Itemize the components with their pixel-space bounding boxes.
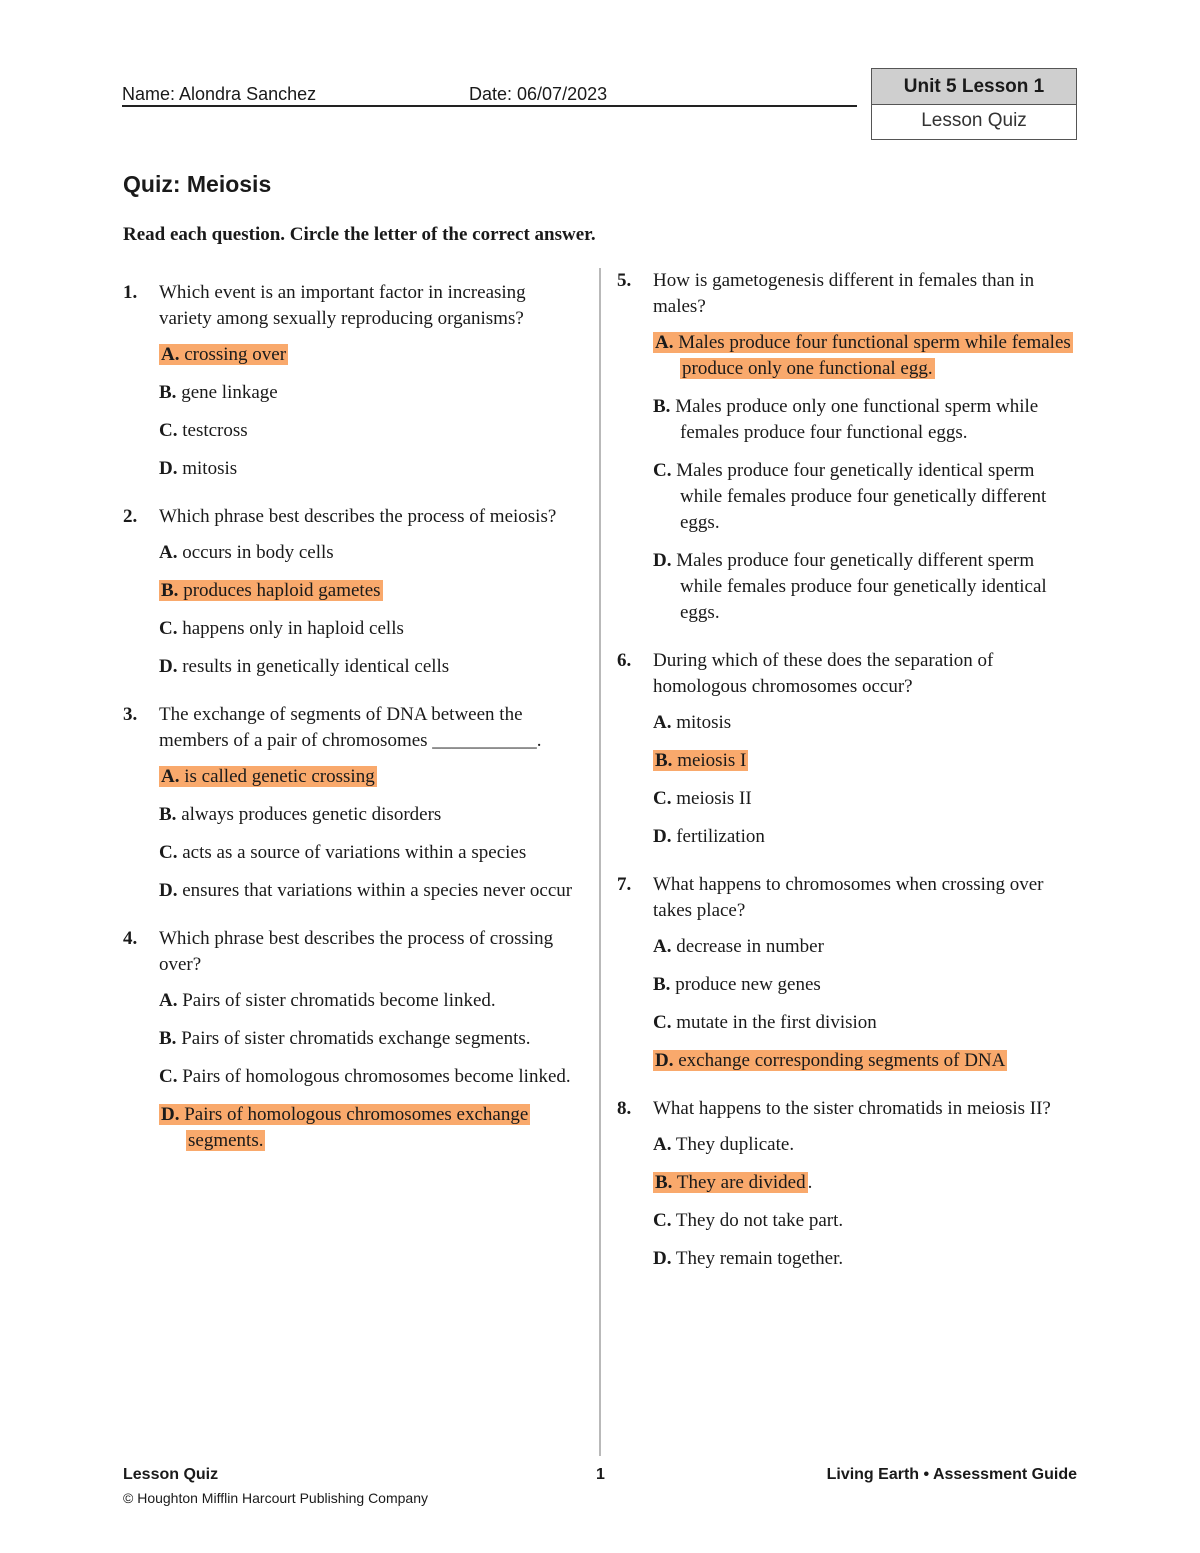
- answer-option-b[interactable]: [653, 748, 1079, 774]
- question-8: [617, 1096, 1079, 1272]
- option-letter: C.: [159, 1066, 178, 1087]
- question-3: [123, 702, 583, 904]
- option-letter: A.: [159, 542, 178, 563]
- question-number: 6.: [617, 650, 632, 671]
- option-text: Pairs of homologous chromosomes become linked.: [182, 1066, 571, 1087]
- answer-option-d[interactable]: [653, 548, 1079, 626]
- option-text: meiosis II: [676, 788, 752, 809]
- option-letter: A.: [655, 332, 674, 353]
- answer-highlight: [653, 750, 748, 771]
- option-letter: C.: [653, 1210, 672, 1231]
- option-text: mitosis: [676, 712, 732, 733]
- answer-option-d[interactable]: [159, 878, 583, 904]
- question-6: [617, 648, 1079, 850]
- answer-option-c[interactable]: [653, 1010, 1079, 1036]
- option-text: produces haploid gametes: [183, 580, 381, 601]
- option-text: mutate in the first division: [676, 1012, 877, 1033]
- option-text: results in genetically identical cells: [182, 656, 450, 677]
- question-text: Which event is an important factor in increasing variety among sexually reproducing organisms?: [159, 282, 526, 329]
- option-letter: D.: [655, 1050, 674, 1071]
- question-7: [617, 872, 1079, 1074]
- question-number: 2.: [123, 506, 138, 527]
- answer-highlight: [653, 1172, 808, 1193]
- option-letter: D.: [161, 1104, 180, 1125]
- answer-option-a[interactable]: [159, 988, 583, 1014]
- option-text: Males produce four genetically different sperm while females produce four genetically identical eggs.: [676, 550, 1047, 623]
- question-text: What happens to the sister chromatids in meiosis II?: [653, 1098, 1051, 1119]
- option-text: testcross: [182, 420, 248, 441]
- question-number: 5.: [617, 270, 632, 291]
- answer-option-c[interactable]: [159, 616, 583, 642]
- answer-option-c[interactable]: [653, 458, 1079, 536]
- question-number: 7.: [617, 874, 632, 895]
- copyright: © Houghton Mifflin Harcourt Publishing Company: [123, 1490, 428, 1506]
- answer-highlight: [159, 580, 383, 601]
- question-number: 1.: [123, 282, 138, 303]
- questions-column-right: [617, 268, 1079, 1294]
- option-text: mitosis: [182, 458, 238, 479]
- unit-lesson-box: [871, 68, 1077, 140]
- option-text: They do not take part.: [675, 1210, 844, 1231]
- option-text: fertilization: [676, 826, 765, 847]
- option-text: decrease in number: [676, 936, 824, 957]
- option-text: is called genetic crossing: [184, 766, 375, 787]
- answer-highlight: [159, 766, 377, 787]
- option-text: Pairs of sister chromatids become linked.: [182, 990, 496, 1011]
- option-text: They duplicate.: [675, 1134, 795, 1155]
- option-text: acts as a source of variations within a species: [182, 842, 527, 863]
- column-divider: [599, 268, 601, 1456]
- option-text: happens only in haploid cells: [182, 618, 404, 639]
- option-text: Males produce only one functional sperm while females produce four functional eggs.: [675, 396, 1039, 443]
- answer-option-b[interactable]: [159, 578, 583, 604]
- answer-option-a[interactable]: [653, 710, 1079, 736]
- instructions: Read each question. Circle the letter of the correct answer.: [123, 224, 596, 245]
- answer-option-c[interactable]: [159, 840, 583, 866]
- page-number: 1: [596, 1466, 605, 1483]
- option-text: Pairs of homologous chromosomes exchange segments.: [184, 1104, 529, 1151]
- answer-option-b[interactable]: [159, 380, 583, 406]
- answer-option-b[interactable]: [653, 394, 1079, 446]
- option-text: exchange corresponding segments of DNA: [678, 1050, 1006, 1071]
- quiz-date: Date: 06/07/2023: [469, 84, 608, 104]
- student-name: Name: Alondra Sanchez: [122, 84, 317, 104]
- option-letter: A.: [159, 990, 178, 1011]
- option-letter: B.: [655, 1172, 673, 1193]
- option-suffix: .: [807, 1172, 813, 1193]
- answer-option-d[interactable]: [159, 1102, 583, 1154]
- option-letter: B.: [159, 382, 177, 403]
- answer-option-b[interactable]: [653, 1170, 1079, 1196]
- option-letter: B.: [653, 396, 671, 417]
- option-text: occurs in body cells: [182, 542, 334, 563]
- questions-column-left: [123, 280, 583, 1176]
- answer-option-a[interactable]: [653, 934, 1079, 960]
- option-text: crossing over: [184, 344, 287, 365]
- option-letter: D.: [653, 1248, 672, 1269]
- answer-highlight: [159, 344, 288, 365]
- question-text: The exchange of segments of DNA between the members of a pair of chromosomes ___________.: [159, 704, 542, 751]
- footer-lesson-label: Lesson Quiz: [123, 1466, 219, 1483]
- answer-highlight: [653, 1050, 1007, 1071]
- option-letter: C.: [653, 788, 672, 809]
- option-letter: C.: [159, 420, 178, 441]
- answer-option-b[interactable]: [653, 972, 1079, 998]
- header-line: [122, 83, 857, 107]
- option-letter: C.: [653, 1012, 672, 1033]
- option-text: Pairs of sister chromatids exchange segments.: [181, 1028, 531, 1049]
- question-text: Which phrase best describes the process of crossing over?: [159, 928, 554, 975]
- answer-option-a[interactable]: [653, 1132, 1079, 1158]
- option-letter: B.: [159, 1028, 177, 1049]
- question-1: [123, 280, 583, 482]
- option-letter: D.: [159, 880, 178, 901]
- question-text: How is gametogenesis different in females than in males?: [653, 270, 1035, 317]
- option-text: meiosis I: [677, 750, 747, 771]
- answer-option-c[interactable]: [653, 786, 1079, 812]
- answer-highlight: [159, 1104, 530, 1151]
- question-5: [617, 268, 1079, 626]
- question-text: Which phrase best describes the process of meiosis?: [159, 506, 557, 527]
- question-text: During which of these does the separation of homologous chromosomes occur?: [653, 650, 994, 697]
- option-letter: A.: [653, 712, 672, 733]
- option-text: gene linkage: [181, 382, 278, 403]
- answer-option-c[interactable]: [653, 1208, 1079, 1234]
- answer-option-d[interactable]: [653, 1246, 1079, 1272]
- answer-option-a[interactable]: [159, 540, 583, 566]
- answer-option-d[interactable]: [159, 456, 583, 482]
- option-letter: A.: [161, 344, 180, 365]
- option-text: always produces genetic disorders: [181, 804, 442, 825]
- option-letter: D.: [159, 656, 178, 677]
- answer-option-d[interactable]: [653, 1048, 1079, 1074]
- question-text: What happens to chromosomes when crossing over takes place?: [653, 874, 1044, 921]
- unit-label: Unit 5 Lesson 1: [872, 69, 1076, 105]
- answer-option-a[interactable]: [159, 342, 583, 368]
- option-text: Males produce four genetically identical sperm while females produce four genetically different eggs.: [676, 460, 1047, 533]
- option-text: Males produce four functional sperm while females produce only one functional egg.: [678, 332, 1071, 379]
- option-text: They are divided: [676, 1172, 806, 1193]
- question-number: 4.: [123, 928, 138, 949]
- option-letter: A.: [653, 1134, 672, 1155]
- option-letter: B.: [161, 580, 179, 601]
- question-2: [123, 504, 583, 680]
- option-letter: D.: [159, 458, 178, 479]
- option-letter: C.: [159, 842, 178, 863]
- question-number: 8.: [617, 1098, 632, 1119]
- option-letter: A.: [161, 766, 180, 787]
- option-letter: D.: [653, 826, 672, 847]
- question-4: [123, 926, 583, 1154]
- option-letter: D.: [653, 550, 672, 571]
- page-title: Quiz: Meiosis: [123, 171, 272, 197]
- answer-option-d[interactable]: [653, 824, 1079, 850]
- option-letter: C.: [653, 460, 672, 481]
- answer-option-a[interactable]: [159, 764, 583, 790]
- footer-guide-label: Living Earth • Assessment Guide: [826, 1466, 1077, 1483]
- lesson-type-label: Lesson Quiz: [921, 110, 1027, 131]
- answer-option-d[interactable]: [159, 654, 583, 680]
- answer-option-c[interactable]: [159, 418, 583, 444]
- option-letter: C.: [159, 618, 178, 639]
- option-letter: B.: [653, 974, 671, 995]
- option-letter: A.: [653, 936, 672, 957]
- option-text: ensures that variations within a species never occur: [182, 880, 573, 901]
- answer-option-a[interactable]: [653, 330, 1079, 382]
- answer-option-b[interactable]: [159, 1026, 583, 1052]
- answer-highlight: [653, 332, 1073, 379]
- option-text: They remain together.: [675, 1248, 844, 1269]
- answer-option-c[interactable]: [159, 1064, 583, 1090]
- option-letter: B.: [655, 750, 673, 771]
- option-text: produce new genes: [675, 974, 821, 995]
- option-letter: B.: [159, 804, 177, 825]
- answer-option-b[interactable]: [159, 802, 583, 828]
- question-number: 3.: [123, 704, 138, 725]
